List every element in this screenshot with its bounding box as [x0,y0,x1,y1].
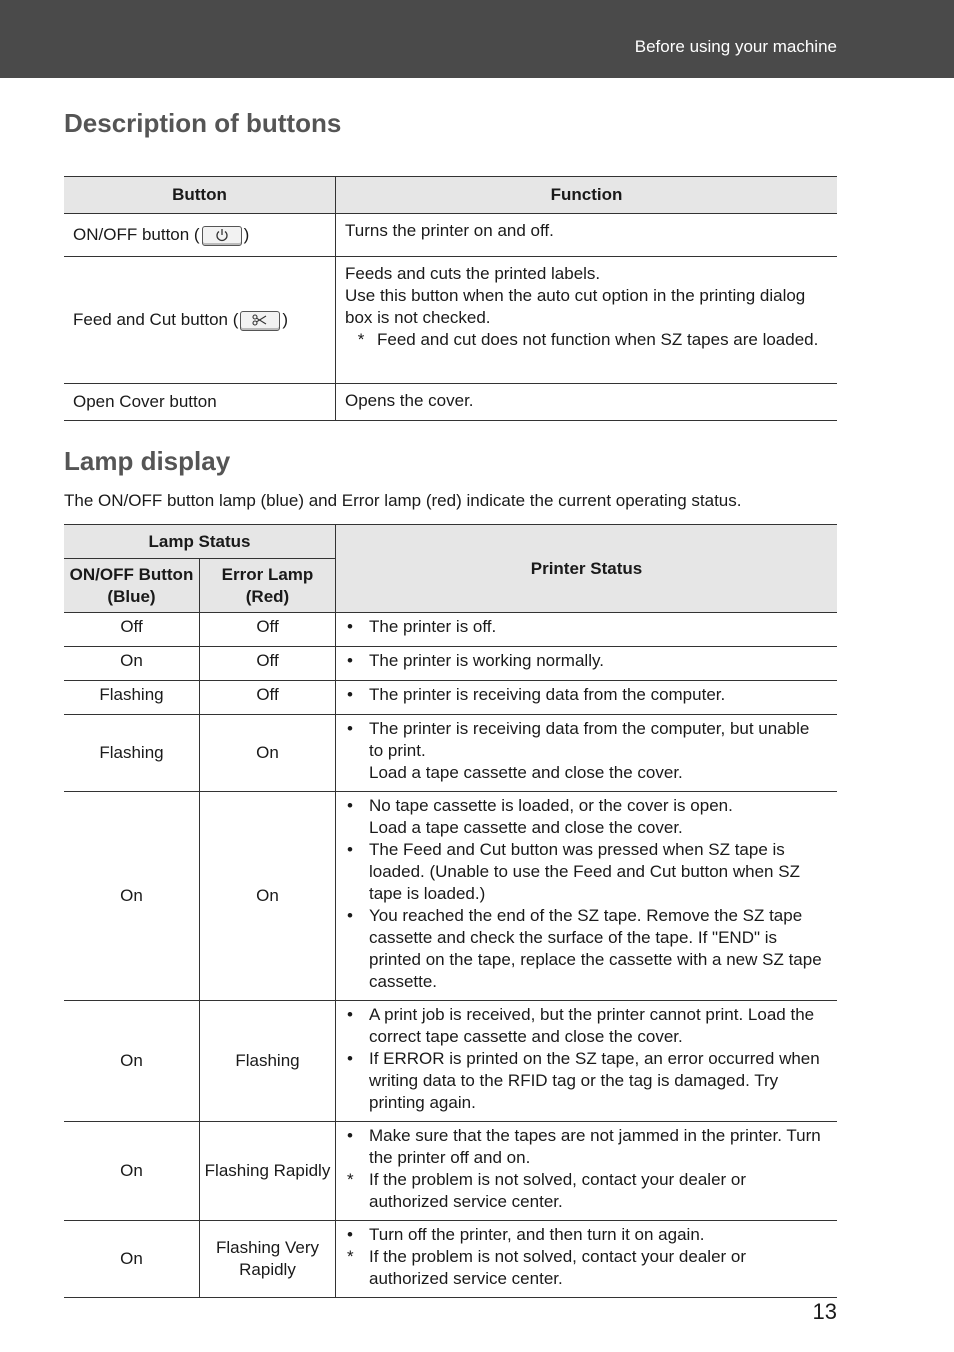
col-function-header: Function [336,177,838,214]
function-cell [336,384,838,421]
printer-status-cell [336,1001,838,1122]
printer-status-cell [336,681,838,715]
status-line: The printer is working normally. [369,651,604,670]
status-line: You reached the end of the SZ tape. Remove the SZ tape cassette and check the surface of the tape. If "END" is printed on the tape, replace the cassette with a new SZ tape cassette. [369,906,822,991]
status-item-text [369,1048,828,1114]
scissors-icon [240,311,280,331]
status-line: Load a tape cassette and close the cover. [369,818,683,837]
status-item-text [369,1125,828,1169]
onoff-lamp-cell: Flashing [64,681,200,715]
error-lamp-cell: Flashing Very Rapidly [200,1221,336,1298]
function-note [345,329,828,351]
table-row [64,214,837,257]
status-item-text [369,616,828,638]
bullet-mark: • [347,840,353,859]
status-item-text [369,1169,828,1213]
button-label-close: ) [282,310,289,329]
status-line: If the problem is not solved, contact your dealer or authorized service center. [369,1247,747,1288]
status-line: A print job is received, but the printer cannot print. Load the correct tape cassette and close the cover. [369,1005,815,1046]
function-cell [336,214,838,257]
status-line: Turn off the printer, and then turn it on again. [369,1225,705,1244]
table-row [64,792,837,1001]
onoff-lamp-cell: On [64,792,200,1001]
status-item [345,839,828,905]
button-label-close: ) [243,225,250,244]
status-item [345,1048,828,1114]
status-line: The printer is receiving data from the computer, but unable to print. [369,719,810,760]
status-item-text [369,684,828,706]
bullet-mark: • [347,1005,353,1024]
printer-status-cell [336,647,838,681]
bullet-mark: • [347,796,353,815]
onoff-lamp-cell: On [64,1221,200,1298]
button-label: Feed and Cut button ( [73,310,239,329]
onoff-lamp-cell: On [64,1001,200,1122]
status-line: If ERROR is printed on the SZ tape, an error occurred when writing data to the RFID tag or the tag is damaged. Try printing again. [369,1049,820,1112]
onoff-lamp-cell: On [64,647,200,681]
error-lamp-cell: Off [200,613,336,647]
printer-status-cell [336,1122,838,1221]
lamp-table [64,524,837,1298]
button-cell [64,257,336,384]
printer-status-cell [336,613,838,647]
bullet-mark: • [347,719,353,738]
table-row [64,1122,837,1221]
status-item-text [369,1246,828,1290]
status-item [345,718,828,784]
header-title: Before using your machine [634,37,837,56]
onoff-header: ON/OFF Button (Blue) [64,559,200,613]
status-item [345,1246,828,1290]
status-item-text [369,718,828,784]
table-row [64,647,837,681]
status-item-text [369,1224,828,1246]
lamp-heading: Lamp display [64,446,231,476]
buttons-table [64,176,837,421]
button-label: Open Cover button [64,384,336,421]
status-item [345,1004,828,1048]
status-item [345,616,828,638]
printer-status-cell [336,1221,838,1298]
function-cell [336,257,838,384]
status-item [345,1169,828,1213]
note-mark: * [347,1247,354,1266]
lamp-status-header: Lamp Status [64,525,336,559]
button-cell [64,214,336,257]
status-item-text [369,795,828,839]
error-lamp-cell: On [200,715,336,792]
bullet-mark: • [347,651,353,670]
onoff-lamp-cell: Off [64,613,200,647]
status-item [345,905,828,993]
buttons-heading: Description of buttons [64,108,342,138]
status-line: Make sure that the tapes are not jammed in the printer. Turn the printer off and on. [369,1126,821,1167]
function-text: Opens the cover. [345,391,474,410]
note-mark: * [347,1170,354,1189]
note-text: Feed and cut does not function when SZ tapes are loaded. [377,330,819,349]
table-row [64,613,837,647]
status-line: The Feed and Cut button was pressed when SZ tape is loaded. (Unable to use the Feed and Cut button when SZ tape is loaded.) [369,840,800,903]
button-label: ON/OFF button ( [73,225,200,244]
status-item-text [369,905,828,993]
table-row [64,1221,837,1298]
error-lamp-cell: Flashing Rapidly [200,1122,336,1221]
status-item [345,1125,828,1169]
status-item [345,650,828,672]
buttons-table-header [64,177,837,214]
lamp-header-row [64,525,837,559]
lamp-intro: The ON/OFF button lamp (blue) and Error lamp (red) indicate the current operating status. [64,491,742,510]
error-lamp-cell: On [200,792,336,1001]
error-lamp-header: Error Lamp (Red) [200,559,336,613]
status-line: Load a tape cassette and close the cover. [369,763,683,782]
lamp-table-body [64,613,837,1298]
col-button-header: Button [64,177,336,214]
page-number: 13 [812,1299,837,1324]
table-row [64,715,837,792]
bullet-mark: • [347,1225,353,1244]
table-row [64,681,837,715]
status-item [345,684,828,706]
table-row [64,257,837,384]
function-text: Feeds and cuts the printed labels. [345,264,601,283]
table-row [64,384,837,421]
status-line: The printer is off. [369,617,497,636]
status-item [345,1224,828,1246]
bullet-mark: • [347,906,353,925]
status-item-text [369,650,828,672]
page-header [0,0,954,78]
printer-status-cell [336,792,838,1001]
error-lamp-cell: Off [200,647,336,681]
status-line: No tape cassette is loaded, or the cover is open. [369,796,733,815]
onoff-lamp-cell: On [64,1122,200,1221]
onoff-lamp-cell: Flashing [64,715,200,792]
function-text: Turns the printer on and off. [345,221,554,240]
table-row [64,1001,837,1122]
status-item-text [369,839,828,905]
note-mark: * [357,330,365,349]
power-icon [202,226,242,246]
printer-status-cell [336,715,838,792]
status-line: The printer is receiving data from the computer. [369,685,726,704]
error-lamp-cell: Off [200,681,336,715]
bullet-mark: • [347,685,353,704]
status-item [345,795,828,839]
bullet-mark: • [347,617,353,636]
bullet-mark: • [347,1126,353,1145]
status-item-text [369,1004,828,1048]
error-lamp-cell: Flashing [200,1001,336,1122]
status-line: If the problem is not solved, contact your dealer or authorized service center. [369,1170,747,1211]
printer-status-header: Printer Status [336,525,838,613]
function-text: Use this button when the auto cut option in the printing dialog box is not checked. [345,286,806,327]
bullet-mark: • [347,1049,353,1068]
